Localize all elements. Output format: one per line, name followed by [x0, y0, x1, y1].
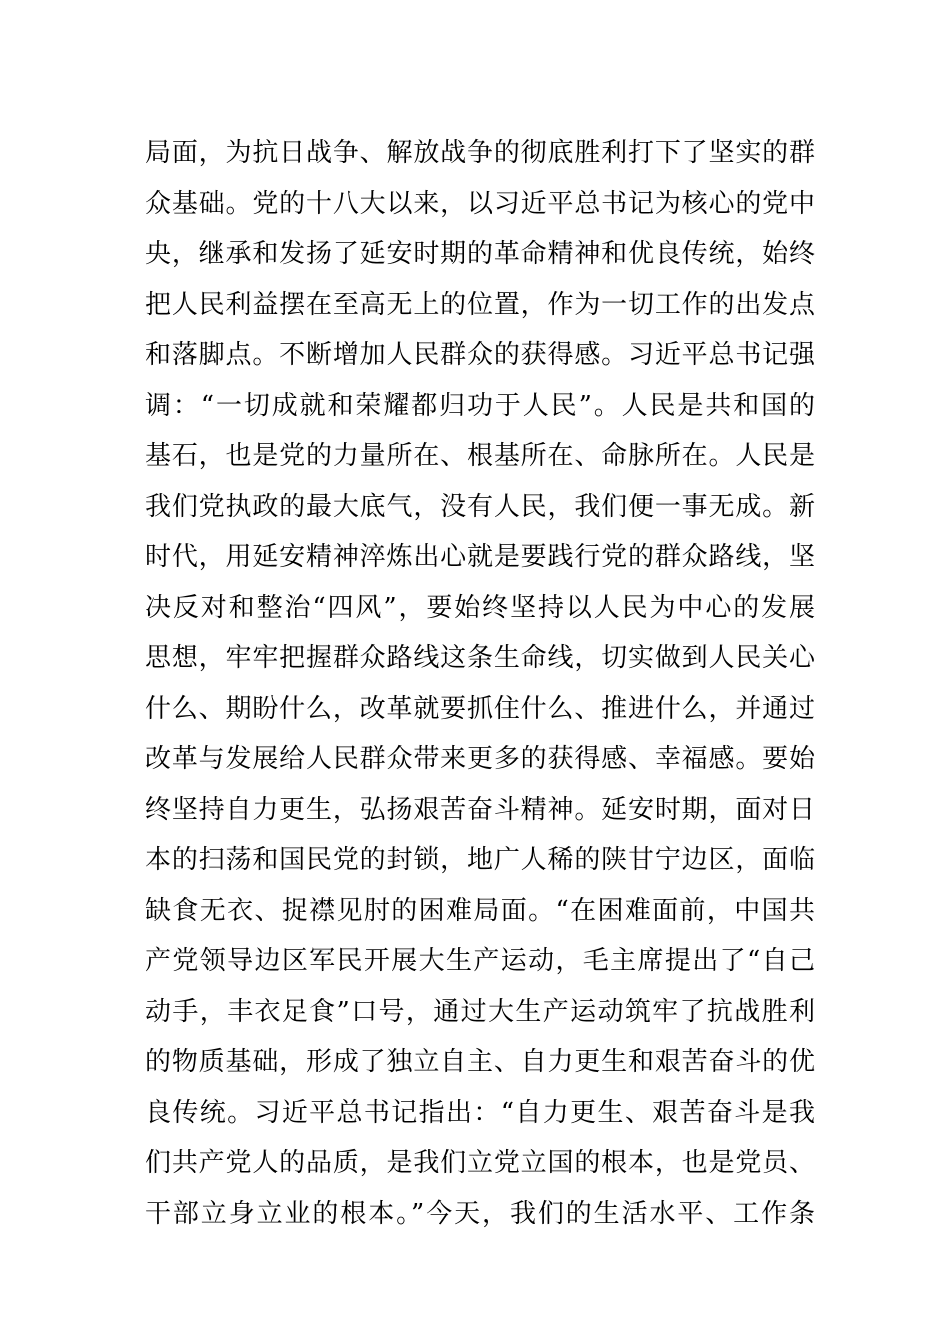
- text-line: 什么、期盼什么，改革就要抓住什么、推进什么，并通过: [145, 693, 815, 724]
- text-line: 局面，为抗日战争、解放战争的彻底胜利打下了坚实的群: [145, 138, 815, 168]
- text-line: 终坚持自力更生，弘扬艰苦奋斗精神。延安时期，面对日: [145, 794, 815, 825]
- text-line: 产党领导边区军民开展大生产运动，毛主席提出了“自己: [145, 946, 815, 976]
- text-line: 和落脚点。不断增加人民群众的获得感。习近平总书记强: [145, 340, 815, 370]
- text-line: 思想，牢牢把握群众路线这条生命线，切实做到人民关心: [145, 643, 815, 673]
- text-line: 众基础。党的十八大以来，以习近平总书记为核心的党中: [145, 188, 815, 219]
- text-line: 我们党执政的最大底气，没有人民，我们便一事无成。新: [145, 491, 815, 522]
- text-line: 把人民利益摆在至高无上的位置，作为一切工作的出发点: [145, 289, 815, 320]
- text-line: 动手，丰衣足食”口号，通过大生产运动筑牢了抗战胜利: [145, 996, 815, 1027]
- body-text: [145, 128, 815, 1239]
- text-line: 良传统。习近平总书记指出：“自力更生、艰苦奋斗是我: [145, 1097, 815, 1128]
- text-line: 缺食无衣、捉襟见肘的困难局面。“在困难面前，中国共: [145, 895, 815, 926]
- text-line: 改革与发展给人民群众带来更多的获得感、幸福感。要始: [145, 744, 815, 774]
- text-line: 基石，也是党的力量所在、根基所在、命脉所在。人民是: [145, 441, 815, 471]
- text-line: 时代，用延安精神淬炼出心就是要践行党的群众路线，坚: [145, 542, 815, 572]
- text-line: 干部立身立业的根本。”今天，我们的生活水平、工作条: [145, 1198, 815, 1229]
- text-line: 决反对和整治“四风”，要始终坚持以人民为中心的发展: [145, 592, 815, 623]
- text-line: 们共产党人的品质，是我们立党立国的根本，也是党员、: [145, 1148, 815, 1178]
- text-line: 央，继承和发扬了延安时期的革命精神和优良传统，始终: [145, 239, 815, 269]
- text-line: 本的扫荡和国民党的封锁，地广人稀的陕甘宁边区，面临: [145, 845, 815, 875]
- text-line: 调：“一切成就和荣耀都归功于人民”。人民是共和国的: [145, 390, 815, 421]
- text-line: 的物质基础，形成了独立自主、自力更生和艰苦奋斗的优: [145, 1047, 815, 1077]
